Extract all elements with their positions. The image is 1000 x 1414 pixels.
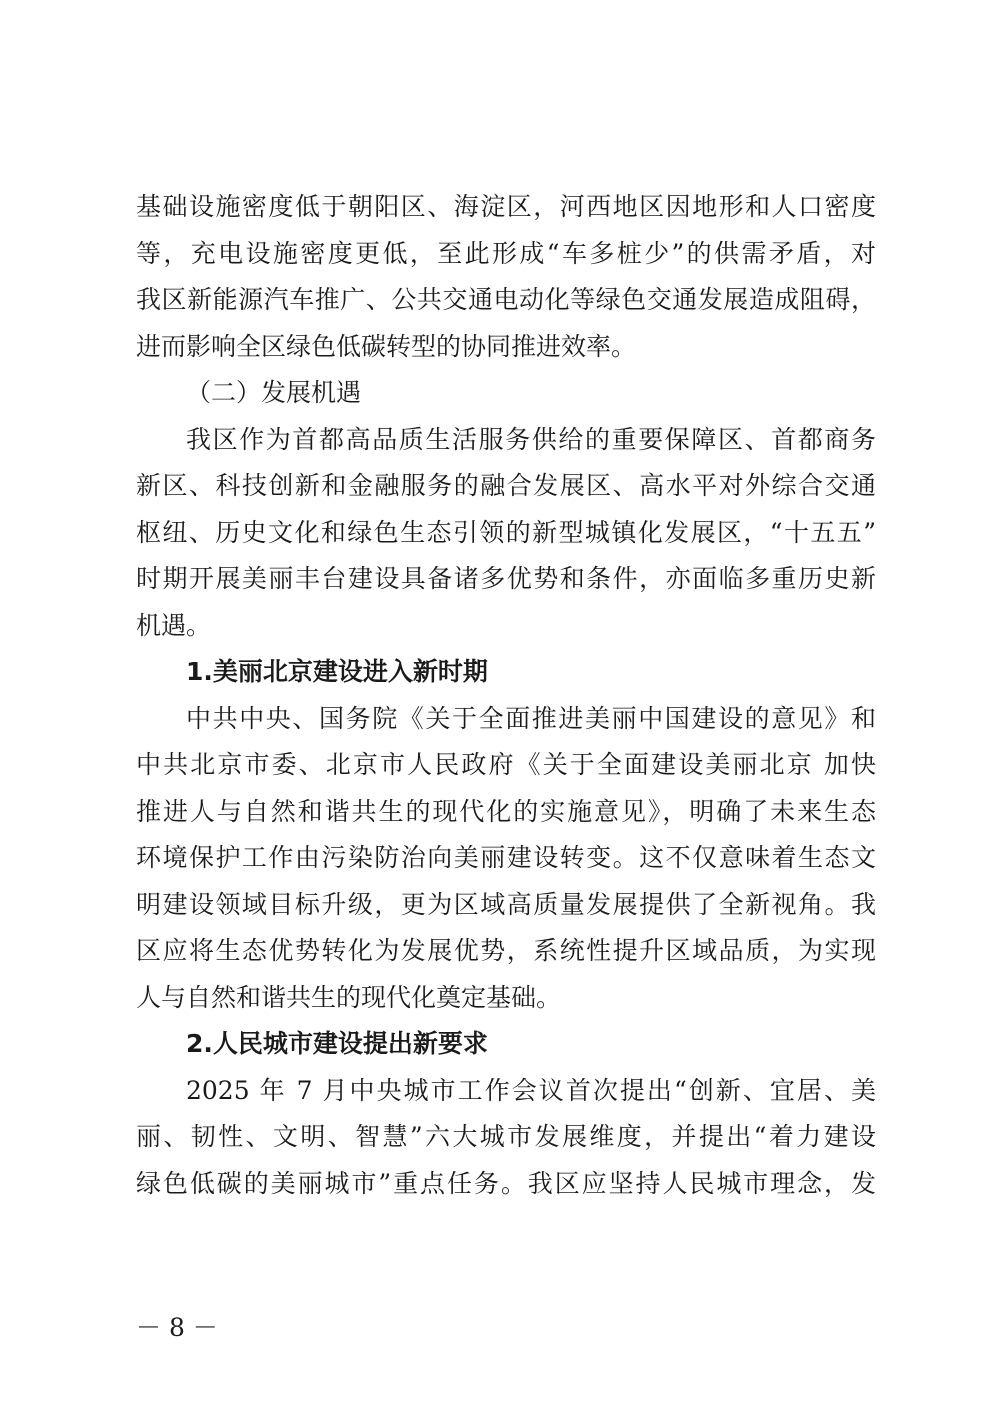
text-line: 枢纽、历史文化和绿色生态引领的新型城镇化发展区，“十五五” bbox=[136, 517, 876, 547]
page-number: － 8 － bbox=[136, 1313, 218, 1342]
paragraph-development-opportunities bbox=[136, 417, 876, 650]
text-line: 2025 年 7 月中央城市工作会议首次提出“创新、宜居、美 bbox=[186, 1075, 876, 1105]
section-heading: （二）发展机遇 bbox=[186, 378, 362, 407]
text-line: 新区、科技创新和金融服务的融合发展区、高水平对外综合交通 bbox=[136, 471, 876, 500]
text-line: 机遇。 bbox=[136, 610, 212, 640]
text-line: 环境保护工作由污染防治向美丽建设转变。这不仅意味着生态文 bbox=[136, 843, 876, 872]
text-line: 丽、韧性、文明、智慧”六大城市发展维度，并提出“着力建设 bbox=[136, 1122, 876, 1151]
text-line: 我区作为首都高品质生活服务供给的重要保障区、首都商务 bbox=[186, 424, 876, 454]
document-body bbox=[136, 184, 876, 1207]
text-line: 进而影响全区绿色低碳转型的协同推进效率。 bbox=[136, 331, 637, 361]
paragraph-people-city bbox=[136, 1068, 876, 1208]
subheading-beautiful-beijing: 1.美丽北京建设进入新时期 bbox=[186, 657, 488, 686]
text-line: 基础设施密度低于朝阳区、海淀区，河西地区因地形和人口密度 bbox=[136, 192, 876, 221]
paragraph-charging-infrastructure bbox=[136, 184, 876, 370]
text-line: 人与自然和谐共生的现代化奠定基础。 bbox=[136, 982, 562, 1012]
text-line: 我区新能源汽车推广、公共交通电动化等绿色交通发展造成阻碍， bbox=[136, 285, 876, 314]
text-line: 推进人与自然和谐共生的现代化的实施意见》，明确了未来生态 bbox=[136, 796, 876, 826]
text-line: 中共北京市委、北京市人民政府《关于全面建设美丽北京 加快 bbox=[136, 750, 876, 779]
text-line: 区应将生态优势转化为发展优势，系统性提升区域品质，为实现 bbox=[136, 936, 876, 965]
text-line: 等，充电设施密度更低，至此形成“车多桩少”的供需矛盾，对 bbox=[136, 238, 876, 268]
subheading-people-city: 2.人民城市建设提出新要求 bbox=[186, 1029, 488, 1058]
text-line: 中共中央、国务院《关于全面推进美丽中国建设的意见》和 bbox=[186, 703, 876, 733]
text-line: 时期开展美丽丰台建设具备诸多优势和条件，亦面临多重历史新 bbox=[136, 564, 876, 593]
paragraph-beautiful-beijing bbox=[136, 696, 876, 1022]
text-line: 绿色低碳的美丽城市”重点任务。我区应坚持人民城市理念，发 bbox=[136, 1168, 876, 1198]
text-line: 明建设领域目标升级，更为区域高质量发展提供了全新视角。我 bbox=[136, 889, 876, 919]
